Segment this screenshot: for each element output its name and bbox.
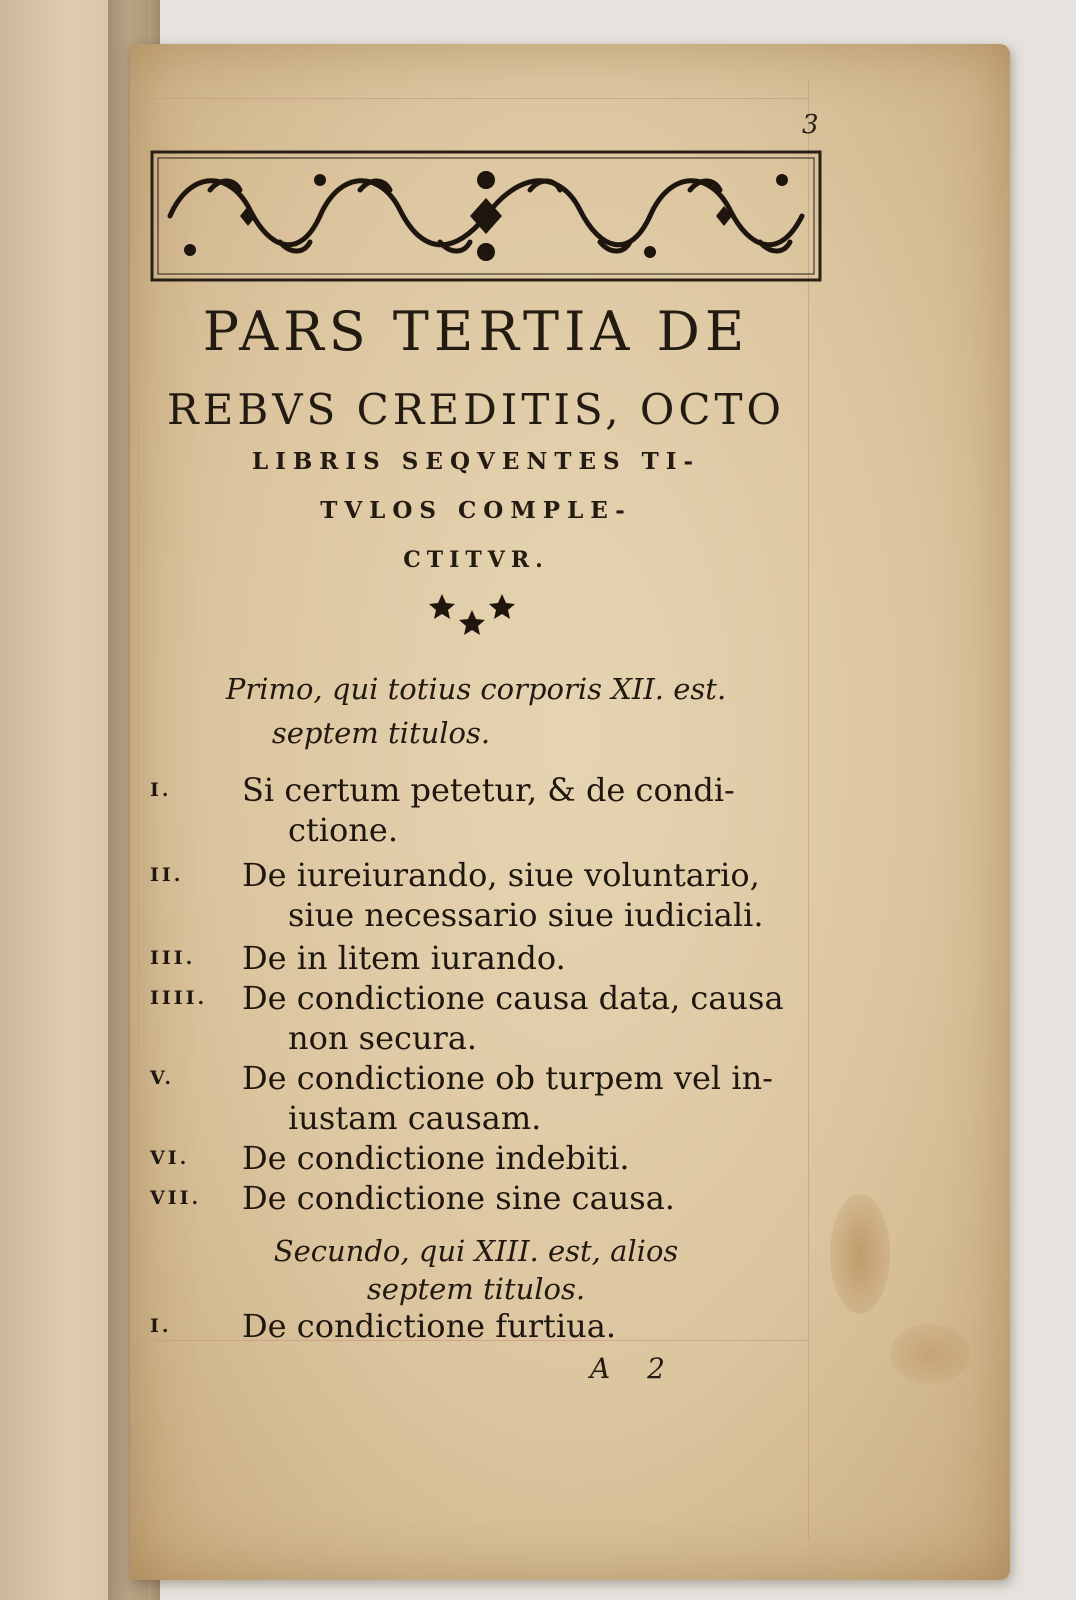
entry-text-continued: siue necessario siue iudiciali.	[288, 896, 764, 934]
entry-text-continued: ctione.	[288, 811, 398, 849]
book-1-heading-line-2: septem titulos.	[271, 716, 491, 750]
entry-text: De in litem iurando.	[242, 939, 566, 977]
frame-rule-right	[808, 80, 809, 1540]
entry-text: De condictione ob turpem vel in-	[242, 1059, 773, 1097]
title-line-5: CTITVR.	[403, 547, 549, 573]
title-entry	[150, 1306, 800, 1346]
entry-number: I.	[150, 1315, 172, 1337]
entry-number: VII.	[150, 1187, 202, 1209]
book-2-heading-line-2: septem titulos.	[366, 1272, 586, 1306]
entry-text: De condictione causa data, causa	[242, 979, 784, 1017]
foxing-stain	[830, 1194, 890, 1314]
entry-text-continued: non secura.	[288, 1019, 478, 1057]
entry-text: De condictione sine causa.	[242, 1179, 675, 1217]
entry-number: II.	[150, 864, 184, 886]
entry-number: VI.	[150, 1147, 190, 1169]
book-2-heading-line-1: Secundo, qui XIII. est, alios	[273, 1234, 679, 1268]
entry-text: De iureiurando, siue voluntario,	[242, 856, 760, 894]
entry-number: IIII.	[150, 987, 208, 1009]
title-entry	[150, 770, 800, 850]
title-entry	[150, 978, 800, 1058]
title-line-4: TVLOS COMPLE-	[320, 497, 632, 524]
asterism-ornament	[420, 588, 530, 638]
title-entry	[150, 1178, 800, 1218]
entry-text-continued: iustam causam.	[288, 1099, 542, 1137]
foxing-stain	[890, 1324, 970, 1384]
frame-rule-top	[138, 98, 808, 99]
entry-number: I.	[150, 779, 172, 801]
entry-text: De condictione indebiti.	[242, 1139, 630, 1177]
floral-headpiece-ornament	[150, 150, 822, 282]
signature-mark: A 2	[590, 1352, 679, 1385]
title-entry	[150, 1138, 800, 1178]
title-entry	[150, 938, 800, 978]
frame-rule-left	[138, 80, 139, 1540]
entry-number: III.	[150, 947, 196, 969]
folio-number: 3	[802, 110, 819, 140]
title-line-2: REBVS CREDITIS, OCTO	[167, 385, 785, 434]
entry-text: Si certum petetur, & de condi-	[242, 771, 735, 809]
book-1-heading-line-1: Primo, qui totius corporis XII. est.	[225, 672, 727, 706]
title-entry	[150, 855, 800, 935]
entry-text: De condictione furtiua.	[242, 1307, 616, 1345]
title-line-3: LIBRIS SEQVENTES TI-	[251, 448, 701, 475]
entry-number: V.	[150, 1067, 175, 1089]
title-line-1: PARS TERTIA DE	[202, 300, 750, 363]
title-entry	[150, 1058, 800, 1138]
